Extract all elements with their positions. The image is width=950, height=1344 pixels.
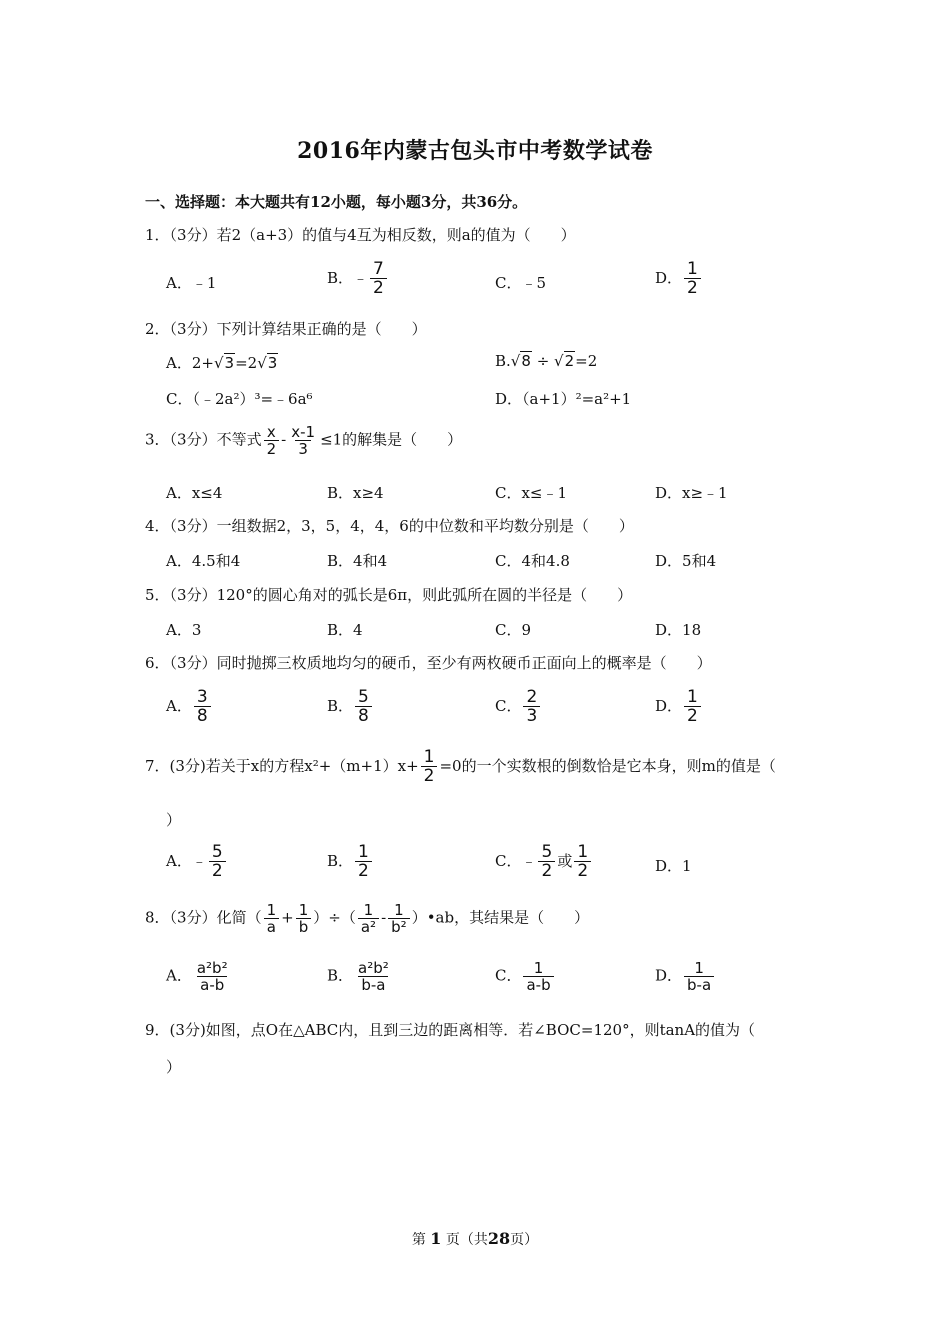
page-footer: 第 1 页（共28页）: [411, 1229, 539, 1248]
q6-option-d: D． $\frac{1}{2}$: [655, 688, 703, 726]
q1-option-d: D． $\frac{1}{2}$: [655, 260, 703, 298]
question-9-stem-cont: ）: [166, 1058, 182, 1076]
q5-option-d: D．18: [655, 621, 702, 639]
q1-option-a: A．﹣1: [166, 274, 217, 292]
q4-option-a: A．4.5和4: [166, 552, 241, 570]
question-2-stem: 2．（3分）下列计算结果正确的是（ ）: [145, 320, 427, 338]
q6-option-a: A． $\frac{3}{8}$: [166, 688, 213, 726]
q4-option-d: D．5和4: [655, 552, 717, 570]
q2-option-c: C．（﹣2a²）³=﹣6a⁶: [166, 390, 313, 408]
q8-option-b: B． $\frac{\text{a²b²}}{b-a}$: [327, 959, 389, 994]
q1-option-b: B．﹣ $\frac{7}{2}$: [327, 260, 389, 298]
q5-option-c: C．9: [495, 621, 532, 639]
q7-option-c: C．﹣ $\frac{5}{2}$ 或 $\frac{1}{2}$: [495, 843, 593, 881]
question-7-stem: 7．(3分)若关于x的方程x²+（m+1）x+ $\frac{1}{2}$ =0的一个实数根的倒数恰是它本身，则m的值是（: [145, 747, 776, 786]
q4-option-c: C．4和4.8: [495, 552, 570, 570]
question-9-stem: 9．(3分)如图，点O在△ABC内，且到三边的距离相等．若∠BOC=120°，则tanA的值为（: [145, 1021, 756, 1039]
question-5-stem: 5．（3分）120°的圆心角对的弧长是6π，则此弧所在圆的半径是（ ）: [145, 586, 633, 604]
question-3-stem: 3．（3分）不等式 $\frac{x}{2}$ - $\frac{x-1}{3}$ ≤1的解集是（ ）: [145, 423, 463, 458]
q1-option-c: C．﹣5: [495, 274, 547, 292]
question-1-stem: 1．（3分）若2（a+3）的值与4互为相反数，则a的值为（ ）: [145, 226, 576, 244]
q7-option-b: B． $\frac{1}{2}$: [327, 843, 374, 881]
question-4-stem: 4．（3分）一组数据2，3，5，4，4，6的中位数和平均数分别是（ ）: [145, 517, 634, 535]
question-7-stem-cont: ）: [166, 811, 182, 829]
q8-option-c: C． $\frac{1}{a-b}$: [495, 960, 556, 993]
q7-option-a: A．﹣ $\frac{5}{2}$: [166, 843, 228, 881]
page-title: 2016年内蒙古包头市中考数学试卷: [297, 138, 653, 164]
q2-option-b: B.√8 ÷ √2=2: [495, 352, 598, 370]
q8-option-d: D． $\frac{1}{b-a}$: [655, 960, 716, 993]
q6-option-c: C． $\frac{2}{3}$: [495, 688, 542, 726]
q2-option-a: A．2+√3=2√3: [166, 354, 278, 372]
q5-option-b: B．4: [327, 621, 363, 639]
q3-option-d: D．x≥﹣1: [655, 484, 728, 502]
q4-option-b: B．4和4: [327, 552, 388, 570]
section-heading: 一、选择题：本大题共有12小题，每小题3分，共36分。: [145, 193, 528, 211]
total-pages: 28: [487, 1229, 511, 1248]
q7-option-d: D．1: [655, 857, 692, 875]
q3-option-c: C．x≤﹣1: [495, 484, 568, 502]
q3-option-a: A．x≤4: [166, 484, 223, 502]
page-number: 1: [430, 1229, 442, 1248]
q8-option-a: A． $\frac{\text{a²b²}}{a-b}$: [166, 959, 228, 994]
q5-option-a: A．3: [166, 621, 202, 639]
question-8-stem: 8．（3分）化简（ $\frac{1}{a}$ + $\frac{1}{b}$ ）÷（ $\frac{1}{\text{a²}}$ - $\frac{1}{\text{b²}}$ ）•ab，其结果是（ ）: [145, 901, 590, 936]
question-6-stem: 6．（3分）同时抛掷三枚质地均匀的硬币，至少有两枚硬币正面向上的概率是（ ）: [145, 654, 712, 672]
q6-option-b: B． $\frac{5}{8}$: [327, 688, 374, 726]
q3-option-b: B．x≥4: [327, 484, 384, 502]
q2-option-d: D．（a+1）²=a²+1: [495, 390, 632, 408]
